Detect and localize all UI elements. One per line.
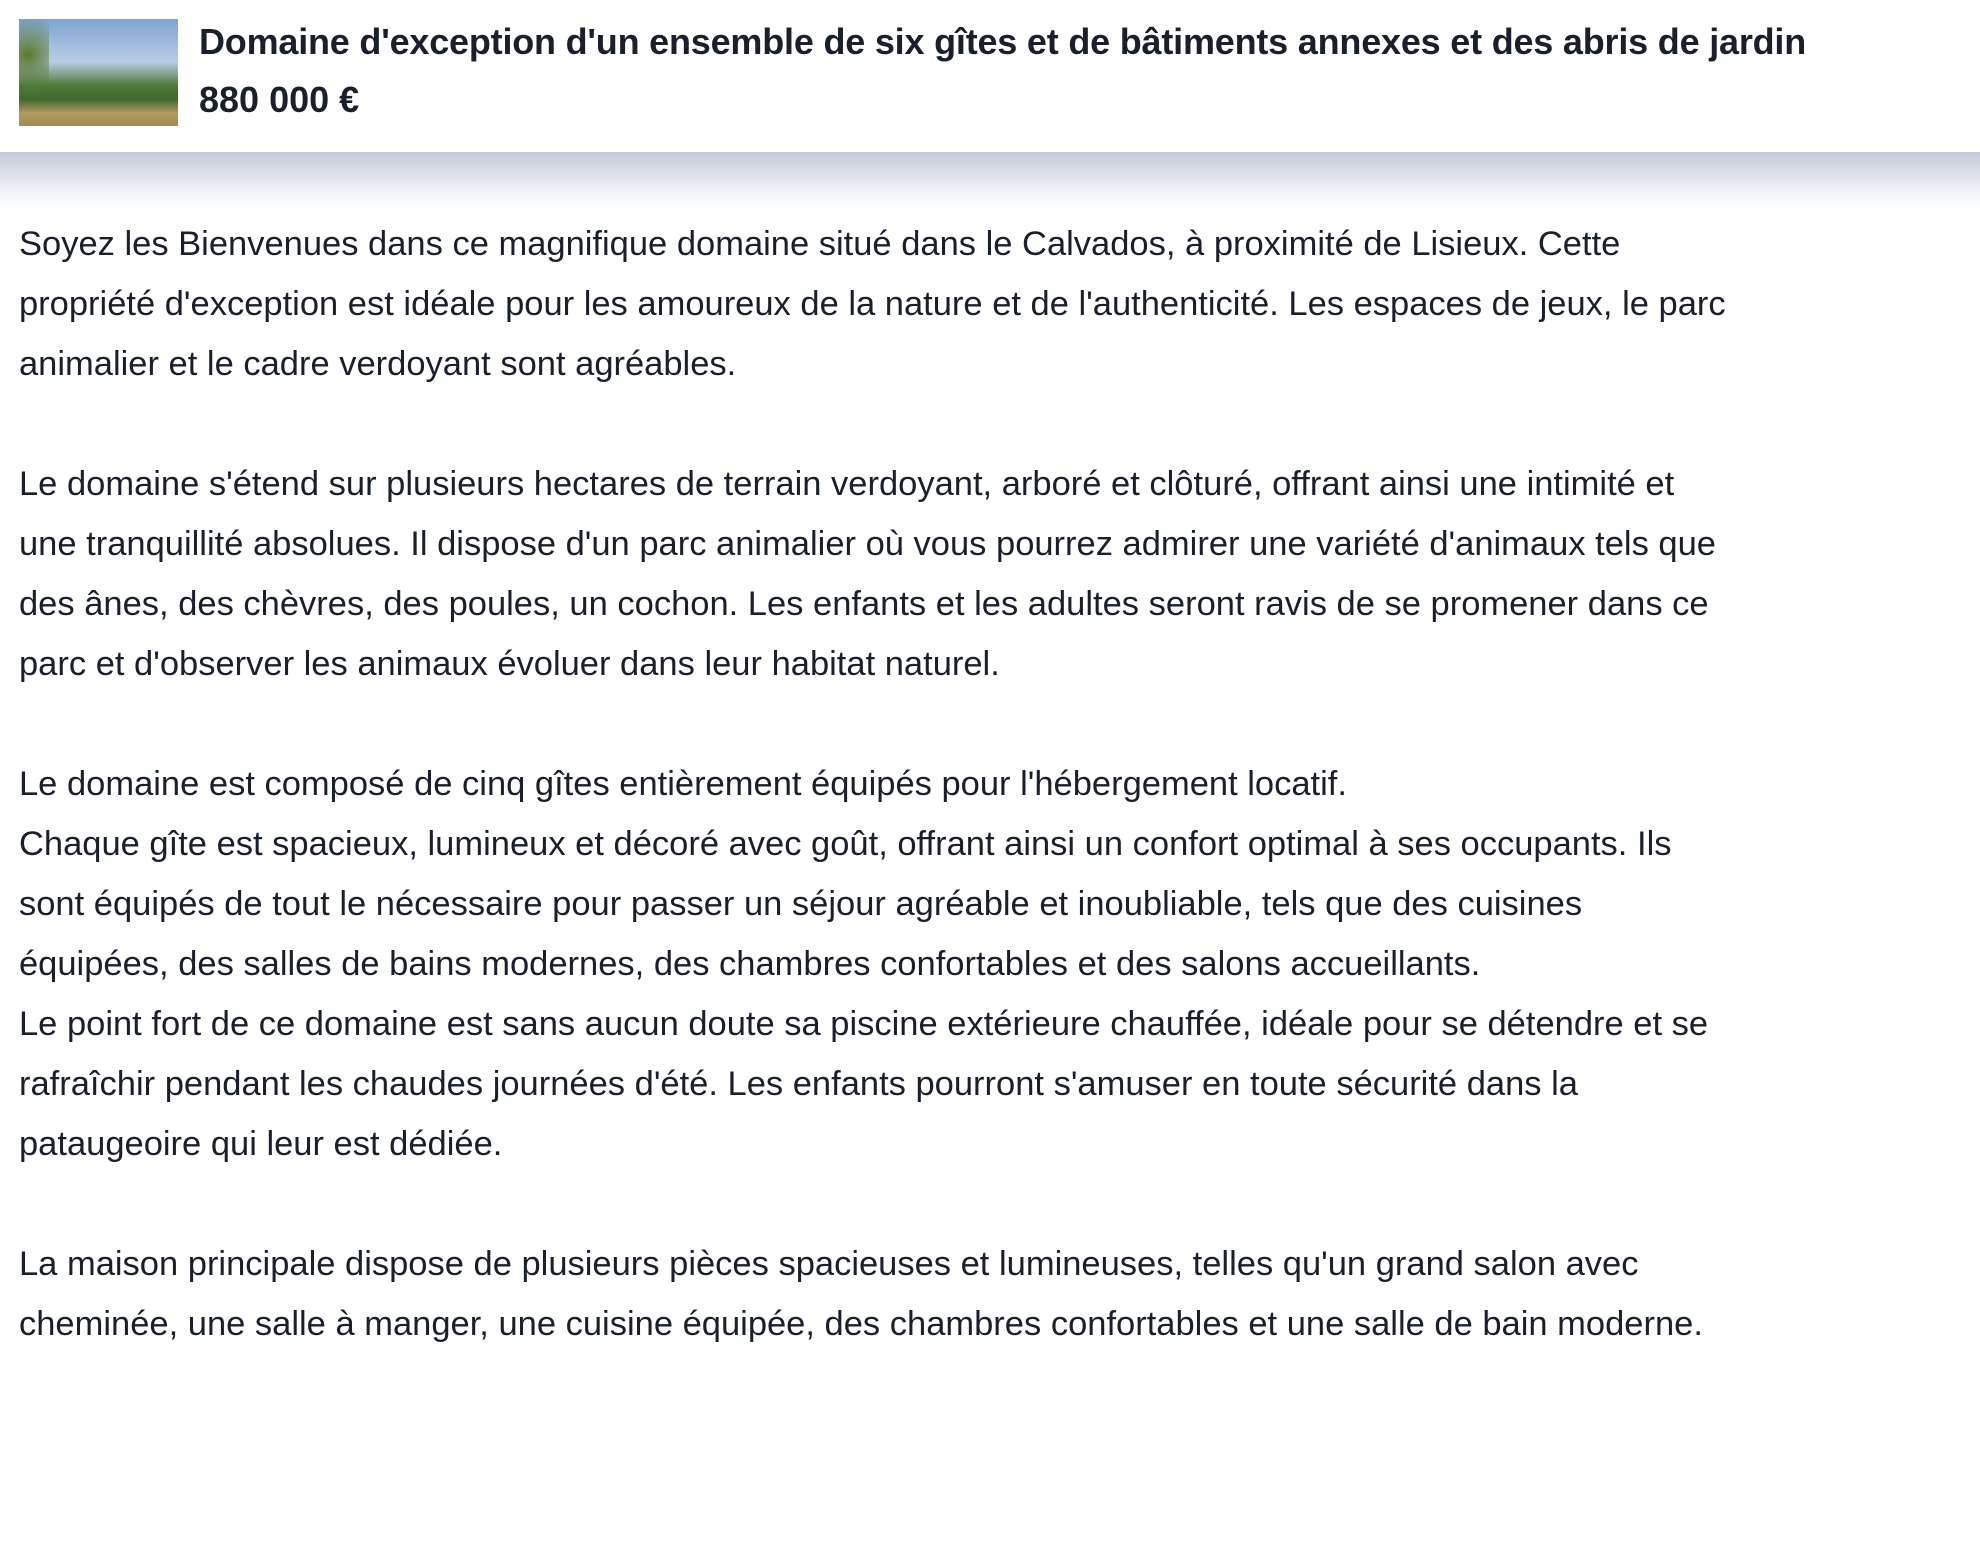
listing-thumbnail[interactable] — [19, 19, 178, 126]
description-paragraph: Soyez les Bienvenues dans ce magnifique domaine situé dans le Calvados, à proximité de Lisieux. Cette propriété d'exception est idéale pour les amoureux de la nature et de l'authenticité. Les espaces de jeux, le parc animalier et le cadre verdoyant sont agréables. — [19, 225, 1726, 383]
listing-titles — [199, 18, 1806, 124]
listing-price: 880 000 € — [199, 79, 360, 120]
listing-title: Domaine d'exception d'un ensemble de six gîtes et de bâtiments annexes et des abris de jardin — [199, 21, 1807, 62]
listing-description — [0, 214, 1758, 1354]
listing-header — [0, 0, 1980, 152]
description-paragraph: La maison principale dispose de plusieurs pièces spacieuses et lumineuses, telles qu'un grand salon avec cheminée, une salle à manger, une cuisine équipée, des chambres confortables et une salle de bain moderne. — [19, 1245, 1703, 1343]
thumbnail-tree — [19, 19, 49, 109]
description-paragraph: Le domaine est composé de cinq gîtes entièrement équipés pour l'hébergement locatif. Chaque gîte est spacieux, lumineux et décoré avec goût, offrant ainsi un confort optimal à ses occupants. Ils sont équipés de tout le nécessaire pour passer un séjour agréable et inoubliable, tels que des cuisines équipées, des salles de bains modernes, des chambres confortables et des salons accueillants. Le point fort de ce domaine est sans aucun doute sa piscine extérieure chauffée, idéale pour se détendre et se rafraîchir pendant les chaudes journées d'été. Les enfants pourront s'amuser en toute sécurité dans la pataugeoire qui leur est dédiée. — [19, 765, 1709, 1163]
header-shadow — [0, 152, 1980, 212]
description-paragraph: Le domaine s'étend sur plusieurs hectares de terrain verdoyant, arboré et clôturé, offrant ainsi une intimité et une tranquillité absolues. Il dispose d'un parc animalier où vous pourrez admirer une variété d'animaux tels que des ânes, des chèvres, des poules, un cochon. Les enfants et les adultes seront ravis de se promener dans ce parc et d'observer les animaux évoluer dans leur habitat naturel. — [19, 465, 1716, 683]
